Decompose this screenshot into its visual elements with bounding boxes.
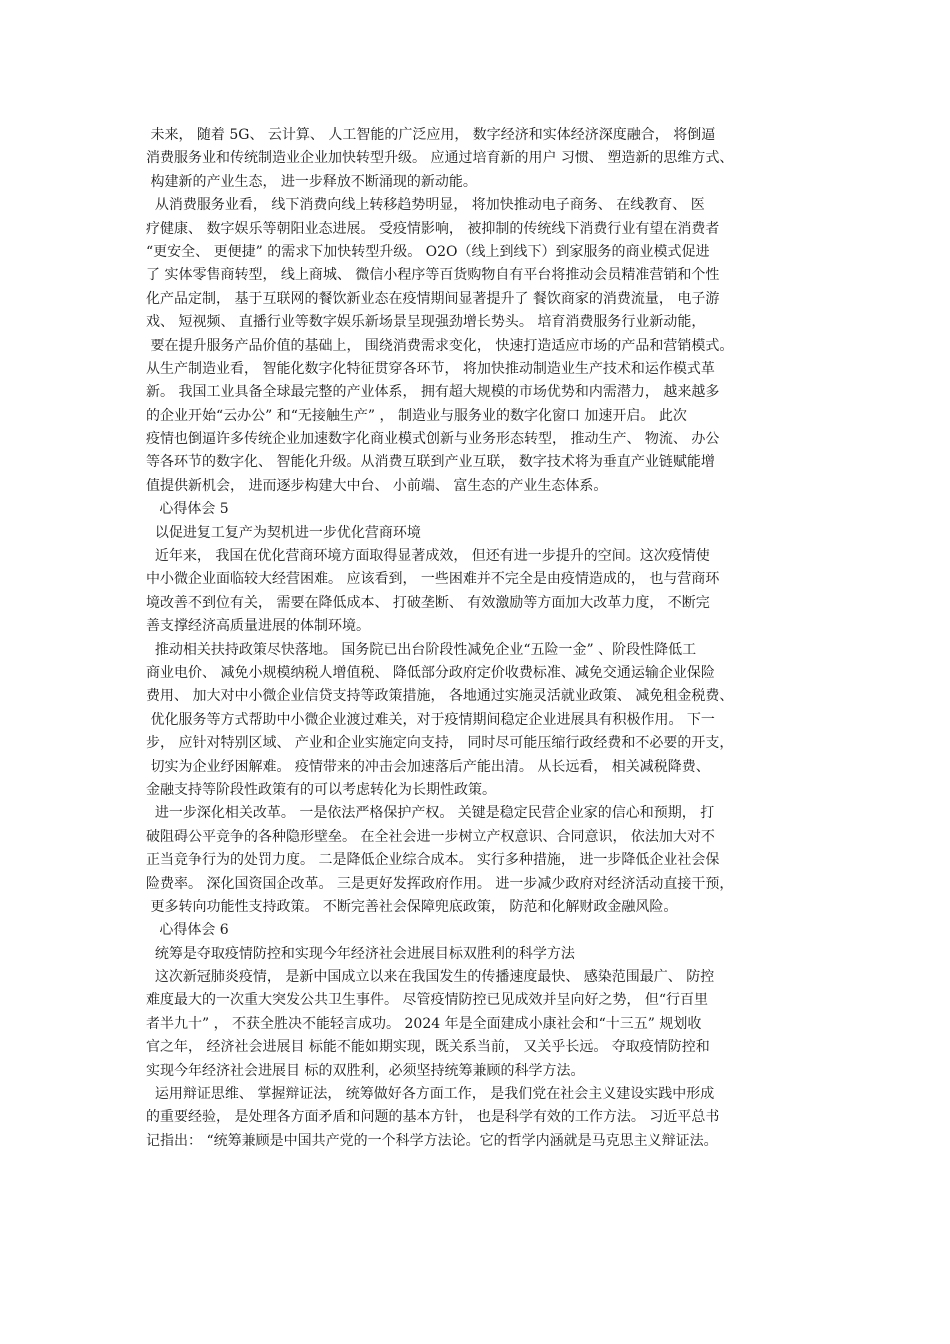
- text-line: 要在提升服务产品价值的基础上， 围绕消费需求变化， 快速打造适应市场的产品和营销模式。: [146, 337, 734, 354]
- text-line: 以促进复工复产为契机进一步优化营商环境: [146, 524, 421, 541]
- text-line: 善支撑经济高质量进展的体制环境。: [146, 618, 370, 635]
- text-line: 的企业开始“云办公” 和“无接触生产” ， 制造业与服务业的数字化窗口 加速开启。 此次: [146, 407, 687, 424]
- text-line: 金融支持等阶段性政策有的可以考虑转化为长期性政策。: [146, 781, 496, 798]
- text-line: 官之年， 经济社会进展目 标能不能如期实现，既关系当前， 又关乎长远。 夺取疫情防控和: [146, 1039, 710, 1056]
- text-line: 步， 应针对特别区域、 产业和企业实施定向支持， 同时尽可能压缩行政经费和不必要的开支，: [146, 735, 734, 752]
- text-line: 费用、 加大对中小微企业信贷支持等政策措施， 各地通过实施灵活就业政策、 减免租金税费、: [146, 688, 734, 705]
- text-line: 记指出： “统筹兼顾是中国共产党的一个科学方法论。它的哲学内涵就是马克思主义辩证法。: [146, 1132, 718, 1149]
- text-line: 戏、 短视频、 直播行业等数字娱乐新场景呈现强劲增长势头。 培育消费服务行业新动能，: [146, 314, 706, 331]
- text-line: 疫情也倒逼许多传统企业加速数字化商业模式创新与业务形态转型， 推动生产、 物流、 办公: [146, 431, 720, 448]
- document-page: [146, 124, 814, 1153]
- text-line: 心得体会 5: [146, 501, 229, 518]
- text-line: 心得体会 6: [146, 922, 229, 939]
- text-line: 疗健康、 数字娱乐等朝阳业态进展。 受疫情影响， 被抑制的传统线下消费行业有望在消费者: [146, 220, 720, 237]
- text-line: 正当竞争行为的处罚力度。 二是降低企业综合成本。 实行多种措施， 进一步降低企业社会保: [146, 852, 720, 869]
- text-line: 者半九十” ， 不获全胜决不能轻言成功。 2024 年是全面建成小康社会和“十三五” 规划收: [146, 1015, 702, 1032]
- text-line: 优化服务等方式帮助中小微企业渡过难关，对于疫情期间稳定企业进展具有积极作用。 下一: [146, 711, 715, 728]
- text-line: 化产品定制， 基于互联网的餐饮新业态在疫情期间显著提升了 餐饮商家的消费流量， 电子游: [146, 290, 720, 307]
- text-line: 新。 我国工业具备全球最完整的产业体系， 拥有超大规模的市场优势和内需潜力， 越来越多: [146, 384, 720, 401]
- text-line: 值提供新机会， 进而逐步构建大中台、 小前端、 富生态的产业生态体系。: [146, 477, 608, 494]
- text-line: 运用辩证思维、 掌握辩证法， 统筹做好各方面工作， 是我们党在社会主义建设实践中形成: [146, 1086, 715, 1103]
- text-line: 了 实体零售商转型， 线上商城、 微信小程序等百货购物自有平台将推动会员精准营销和个性: [146, 267, 720, 284]
- text-line: 的重要经验， 是处理各方面矛盾和问题的基本方针， 也是科学有效的工作方法。 习近平总书: [146, 1109, 720, 1126]
- text-line: 未来， 随着 5G、 云计算、 人工智能的广泛应用， 数字经济和实体经济深度融合， 将倒逼: [146, 127, 716, 143]
- text-line: 构建新的产业生态， 进一步释放不断涌现的新动能。: [146, 173, 477, 190]
- text-line: “更安全、 更便捷” 的需求下加快转型升级。 O2O（线上到线下）到家服务的商业模式促进: [146, 243, 710, 260]
- text-line: 更多转向功能性支持政策。 不断完善社会保障兜底政策， 防范和化解财政金融风险。: [146, 898, 678, 915]
- text-line: 破阻碍公平竞争的各种隐形壁垒。 在全社会进一步树立产权意识、合同意识， 依法加大对不: [146, 828, 715, 845]
- text-line: 进一步深化相关改革。 一是依法严格保护产权。 关键是稳定民营企业家的信心和预期， 打: [146, 805, 715, 822]
- text-line: 这次新冠肺炎疫情， 是新中国成立以来在我国发生的传播速度最快、 感染范围最广、 防控: [146, 969, 715, 986]
- text-line: 从消费服务业看， 线下消费向线上转移趋势明显， 将加快推动电子商务、 在线教育、 医: [146, 197, 705, 214]
- text-line: 切实为企业纾困解难。 疫情带来的冲击会加速落后产能出清。 从长远看， 相关减税降费、: [146, 758, 710, 775]
- text-line: 等各环节的数字化、 智能化升级。从消费互联到产业互联， 数字技术将为垂直产业链赋能增: [146, 454, 715, 471]
- text-line: 难度最大的一次重大突发公共卫生事件。 尽管疫情防控已见成效并呈向好之势， 但“行百里: [146, 992, 709, 1009]
- text-line: 推动相关扶持政策尽快落地。 国务院已出台阶段性减免企业“五险一金” 、阶段性降低工: [146, 641, 697, 658]
- text-line: 近年来， 我国在优化营商环境方面取得显著成效， 但还有进一步提升的空间。这次疫情使: [146, 548, 710, 565]
- text-line: 实现今年经济社会进展目 标的双胜利，必须坚持统筹兼顾的科学方法。: [146, 1062, 585, 1079]
- text-line: 从生产制造业看， 智能化数字化特征贯穿各环节， 将加快推动制造业生产技术和运作模式革: [146, 360, 715, 377]
- text-line: 险费率。 深化国资国企改革。 三是更好发挥政府作用。 进一步减少政府对经济活动直接干预，: [146, 875, 734, 892]
- text-line: 商业电价、 减免小规模纳税人增值税、 降低部分政府定价收费标准、减免交通运输企业保险: [146, 664, 715, 681]
- text-line: 统筹是夺取疫情防控和实现今年经济社会进展目标双胜利的科学方法: [146, 945, 575, 962]
- text-line: 消费服务业和传统制造业企业加快转型升级。 应通过培育新的用户 习惯、 塑造新的思维方式、: [146, 150, 734, 167]
- text-line: 中小微企业面临较大经营困难。 应该看到， 一些困难并不完全是由疫情造成的， 也与营商环: [146, 571, 720, 588]
- text-line: 境改善不到位有关， 需要在降低成本、 打破垄断、 有效激励等方面加大改革力度， 不断完: [146, 594, 710, 611]
